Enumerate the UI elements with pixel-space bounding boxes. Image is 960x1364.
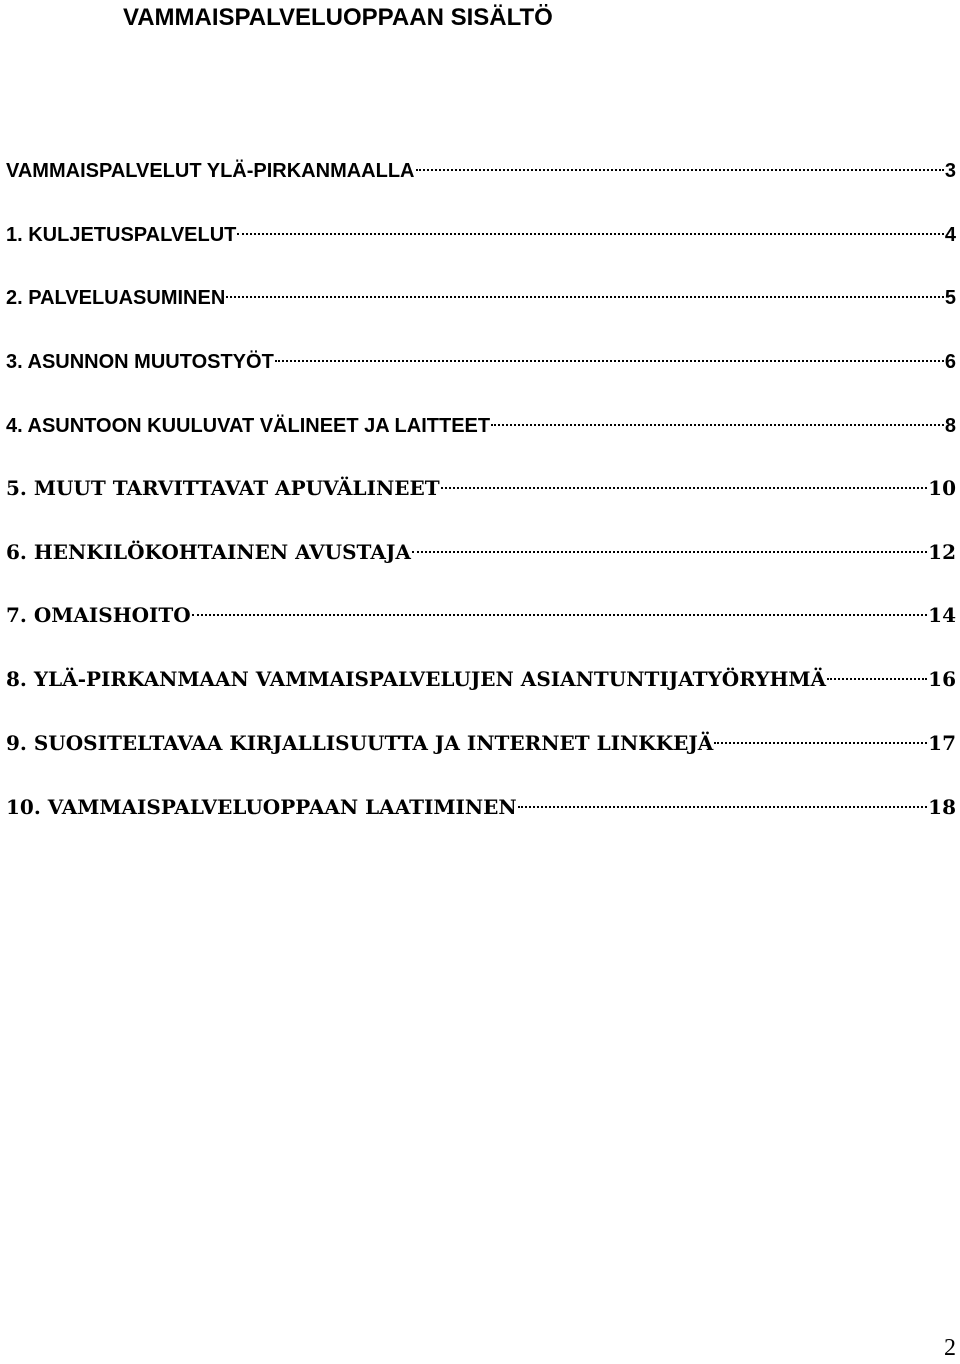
toc-entry-page: 5 <box>944 287 956 309</box>
toc-entry-label[interactable]: 1. KULJETUSPALVELUT <box>6 224 237 246</box>
toc-entry-label[interactable]: 7. OMAISHOITO <box>6 603 191 627</box>
toc-dot-leader <box>714 722 927 750</box>
toc-entry-page: 10 <box>928 476 956 500</box>
toc-entry[interactable] <box>6 722 956 755</box>
toc-entry-page: 4 <box>944 224 956 246</box>
toc-dot-leader <box>412 531 927 559</box>
toc-entry-page: 18 <box>928 795 956 819</box>
toc-entry-label[interactable]: 9. SUOSITELTAVAA KIRJALLISUUTTA JA INTERNET LINKKEJÄ <box>6 731 714 755</box>
toc-dot-leader <box>441 467 928 495</box>
toc-dot-leader <box>491 404 944 432</box>
toc-entry-page: 16 <box>928 667 956 691</box>
toc-entry[interactable] <box>6 340 956 373</box>
toc-entry[interactable] <box>6 276 956 309</box>
toc-entry-label[interactable]: 10. VAMMAISPALVELUOPPAAN LAATIMINEN <box>6 795 517 819</box>
toc-entry-page: 17 <box>928 731 956 755</box>
toc-entry-label[interactable]: 4. ASUNTOON KUULUVAT VÄLINEET JA LAITTEET <box>6 415 491 437</box>
toc-entry-page: 12 <box>928 540 956 564</box>
toc-entry-label[interactable]: 8. YLÄ-PIRKANMAAN VAMMAISPALVELUJEN ASIANTUNTIJATYÖRYHMÄ <box>6 667 827 691</box>
toc-entry-label[interactable]: 5. MUUT TARVITTAVAT APUVÄLINEET <box>6 476 440 500</box>
toc-entry[interactable] <box>6 531 956 564</box>
page-number: 2 <box>944 1335 956 1361</box>
document-title: VAMMAISPALVELUOPPAAN SISÄLTÖ <box>123 4 553 31</box>
toc-entry-label[interactable]: 3. ASUNNON MUUTOSTYÖT <box>6 351 274 373</box>
toc-entry[interactable] <box>6 658 956 691</box>
toc-dot-leader <box>275 340 944 368</box>
toc-entry-page: 8 <box>944 415 956 437</box>
toc-entry-label[interactable]: 2. PALVELUASUMINEN <box>6 287 226 309</box>
toc-entry[interactable] <box>6 149 956 182</box>
toc-entry-label[interactable]: 6. HENKILÖKOHTAINEN AVUSTAJA <box>6 540 411 564</box>
toc-dot-leader <box>192 594 927 622</box>
toc-entry-label[interactable]: VAMMAISPALVELUT YLÄ-PIRKANMAALLA <box>6 160 415 182</box>
toc-dot-leader <box>518 786 927 814</box>
toc-entry-page: 3 <box>944 160 956 182</box>
toc-entry-page: 6 <box>944 351 956 373</box>
toc-dot-leader <box>226 276 944 304</box>
toc-dot-leader <box>237 213 943 241</box>
toc-dot-leader <box>416 149 944 177</box>
toc-entry[interactable] <box>6 467 956 500</box>
toc-entry-page: 14 <box>928 603 956 627</box>
toc-entry[interactable] <box>6 786 956 819</box>
toc-entry[interactable] <box>6 594 956 627</box>
toc-dot-leader <box>827 658 927 686</box>
toc-entry[interactable] <box>6 404 956 437</box>
toc-entry[interactable] <box>6 213 956 246</box>
